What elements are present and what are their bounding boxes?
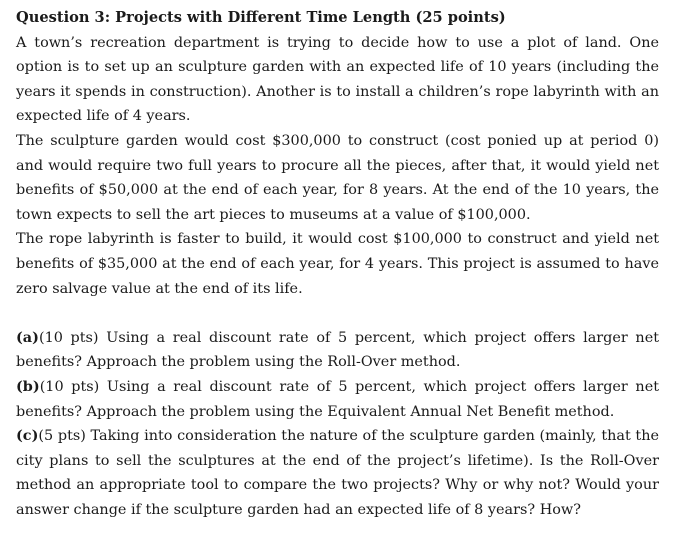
- question-part-b: [16, 375, 659, 424]
- document-page: [16, 6, 659, 522]
- question-part-c: [16, 424, 659, 522]
- question-part-b-label: (b): [16, 377, 40, 395]
- question-part-b-text: Using a real discount rate of 5 percent, which project offers larger net benefits? Approach the problem using the Equivalent Annual Net Benefit method.: [16, 378, 660, 420]
- intro-paragraph-rope-labyrinth: The rope labyrinth is faster to build, it would cost $100,000 to construct and yield net benefits of $35,000 at the end of each year, for 4 years. This project is assumed to have zero salvage value at the end of its life.: [16, 231, 659, 297]
- intro-paragraph-sculpture-garden: The sculpture garden would cost $300,000 to construct (cost ponied up at period 0) and would require two full years to procure all the pieces, after that, it would yield net benefits of $50,000 at the end of each year, for 8 years. At the end of the 10 years, the town expects to sell the art pieces to museums at a value of $100,000.: [16, 132, 659, 223]
- intro-paragraph-options: A town’s recreation department is trying to decide how to use a plot of land. One option is to set up an sculpture garden with an expected life of 10 years (including the years it spends in construction). Another is to install a children’s rope labyrinth with an expected life of 4 years.: [16, 34, 659, 125]
- section-spacer: [16, 301, 659, 326]
- question-part-c-points: (5 pts): [38, 428, 86, 445]
- question-part-a: [16, 326, 659, 375]
- question-title: Question 3: Projects with Different Time Length (25 points): [16, 9, 506, 26]
- question-part-a-text: Using a real discount rate of 5 percent, which project offers larger net benefits? Approach the problem using the Roll-Over method.: [16, 329, 659, 371]
- question-part-c-label: (c): [16, 427, 39, 445]
- question-part-a-points: (10 pts): [38, 329, 99, 346]
- question-part-b-points: (10 pts): [39, 378, 100, 395]
- question-part-c-text: Taking into consideration the nature of the sculpture garden (mainly, that the city plans to sell the sculptures at the end of the project’s lifetime). Is the Roll-Over method an appropriate tool to compare the two projects? Why or why not? Would your answer change if the sculpture garden had an expected life of 8 years? How?: [16, 428, 660, 518]
- question-part-a-label: (a): [16, 328, 39, 346]
